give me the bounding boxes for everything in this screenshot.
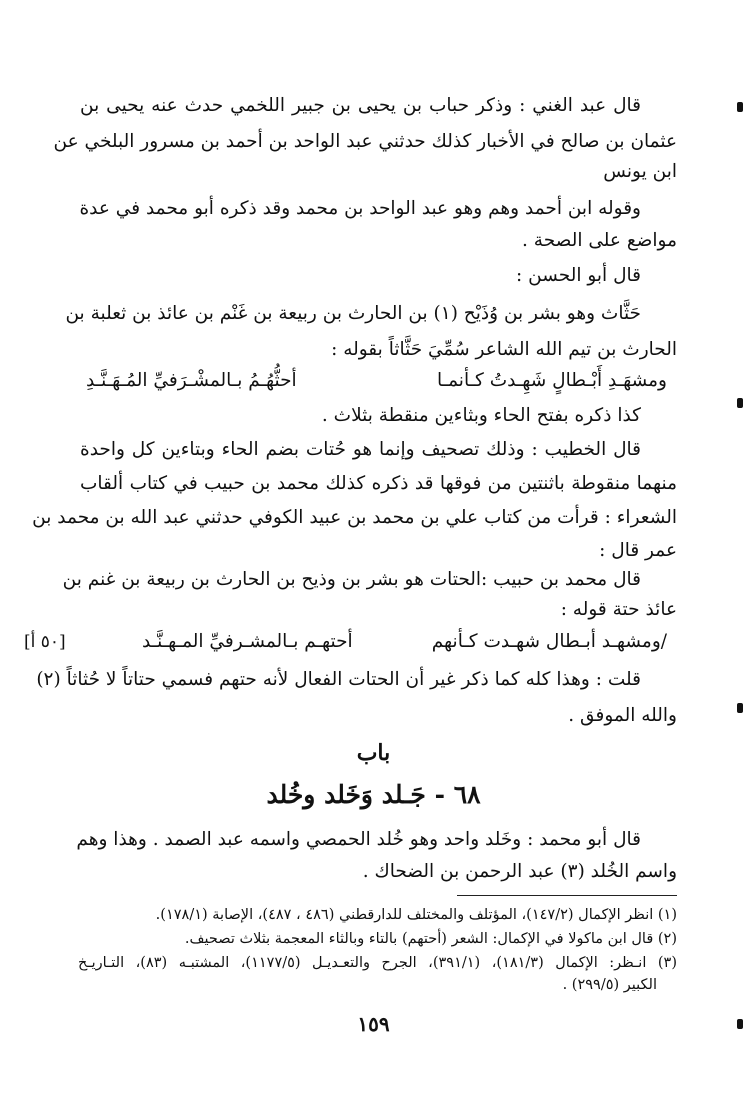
page-number: ١٥٩ bbox=[357, 1012, 390, 1036]
text-line: قال أبو الحسن : bbox=[516, 265, 641, 286]
footnote: (٢) قال ابن ماكولا في الإكمال: الشعر (أحتهم) بالتاء وبالثاء المعجمة بثلاث تصحيف. bbox=[184, 931, 677, 947]
text-line: الحارث بن تيم الله الشاعر سُمِّيَ حَثَّاثاً بقوله : bbox=[331, 339, 677, 360]
footnote-separator bbox=[457, 895, 677, 896]
text-line: وقوله ابن أحمد وهم وهو عبد الواحد بن محمد وقد ذكره أبو محمد في عدة bbox=[79, 198, 641, 219]
text-line: عثمان بن صالح في الأخبار كذلك حدثني عبد الواحد بن أحمد بن مسرور البلخي عن bbox=[53, 131, 677, 152]
text-line: مواضع على الصحة . bbox=[522, 230, 677, 251]
footnote: (١) انظر الإكمال (١٤٧/٢)، المؤتلف والمختلف للدارقطني (٤٨٦ ، ٤٨٧)، الإصابة (١٧٨/١). bbox=[155, 907, 677, 923]
footnote-continuation: الكبير (٢٩٩/٥) . bbox=[562, 977, 657, 993]
text-line: قلت : وهذا كله كما ذكر غير أن الحتات الفعال لأنه حتهم فسمي حتاتاً لا حُثاثاً (٢) bbox=[36, 669, 641, 690]
verse-second-hemistich: أحتهـم بـالمشـرفيِّ المـهـنَّـد bbox=[142, 631, 353, 652]
section-heading: باب bbox=[356, 740, 391, 766]
text-line: كذا ذكره بفتح الحاء وبثاءين منقطة بثلاث . bbox=[321, 405, 641, 426]
text-line: قال محمد بن حبيب :الحتات هو بشر بن وذيح بن الحارث بن ربيعة بن غنم بن bbox=[62, 569, 641, 590]
verse-first-hemistich: /ومشهـد أبـطال شهـدت كـأنهم bbox=[431, 631, 667, 652]
text-line: ابن يونس bbox=[603, 161, 677, 182]
text-line: الشعراء : قرأت من كتاب علي بن محمد بن عبيد الكوفي حدثني عبد الله بن محمد بن bbox=[32, 507, 677, 528]
text-line: قال أبو محمد : وخَلد واحد وهو خُلد الحمصي واسمه عبد الصمد . وهذا وهم bbox=[76, 829, 641, 850]
margin-dot bbox=[737, 703, 743, 713]
text-line: والله الموفق . bbox=[568, 705, 677, 726]
text-line: قال عبد الغني : وذكر حباب بن يحيى بن جبير اللخمي حدث عنه يحيى بن bbox=[80, 95, 641, 116]
text-line: حَثَّاث وهو بشر بن وُذَيْح (١) بن الحارث بن ربيعة بن غَنْم بن عائذ بن ثعلبة بن bbox=[65, 303, 641, 324]
footnote: (٣) انـظر: الإكمال (١٨١/٣)، (٣٩١/١)، الجرح والتعـديـل (١١٧٧/٥)، المشتبـه (٨٣)، التـاريـخ bbox=[78, 955, 677, 971]
manuscript-folio-marker: [٥٠ أ] bbox=[24, 632, 66, 652]
verse-first-hemistich: ومشهَـدِ أَبْـطالٍ شَهِـدتُ كـأنمـا bbox=[437, 370, 667, 391]
verse-second-hemistich: أحثُّهُـمُ بـالمشْـرَفيِّ المُـهَـنَّـدِ bbox=[86, 370, 297, 391]
text-line: واسم الخُلد (٣) عبد الرحمن بن الضحاك . bbox=[362, 861, 677, 882]
text-line: عمر قال : bbox=[599, 540, 677, 561]
text-line: قال الخطيب : وذلك تصحيف وإنما هو حُتات بضم الحاء وبتاءين كل واحدة bbox=[80, 439, 641, 460]
margin-dot bbox=[737, 102, 743, 112]
text-line: عائذ حتة قوله : bbox=[560, 599, 677, 620]
text-line: منهما منقوطة باثنتين من فوقها قد ذكره كذلك محمد بن حبيب في كتاب ألقاب bbox=[80, 473, 677, 494]
chapter-title: ٦٨ - جَـلد وَخَلد وخُلد bbox=[266, 780, 481, 809]
margin-dot bbox=[737, 398, 743, 408]
